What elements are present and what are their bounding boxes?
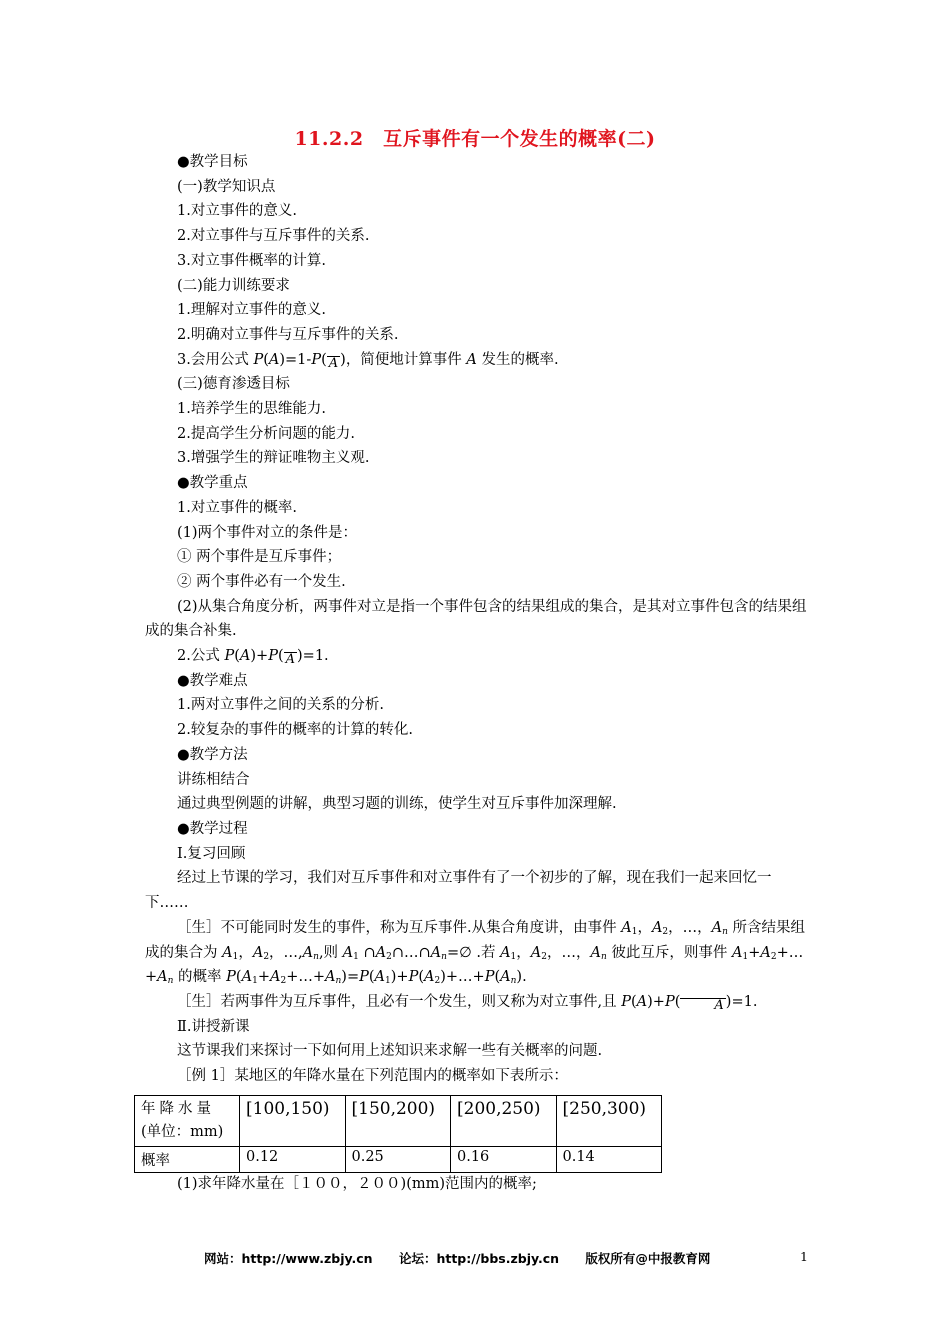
page-number: 1 — [800, 1249, 808, 1264]
difficulty-heading: ●教学难点 — [177, 672, 248, 689]
ability-item-1: 1.理解对立事件的意义. — [177, 302, 326, 319]
lesson-body — [145, 150, 810, 1089]
condition-heading: (1)两个事件对立的条件是： — [177, 524, 358, 541]
student-answer-1: ［生］不可能同时发生的事件，称为互斥事件.从集合角度讲，由事件 $A_1$，$A_2$，…，$A_n$ 所含结果组成的集合为 $A_1$，$A_2$，$\dots,A_n$,则 $A_1$ $\cap A_2\cap\dots\cap A_n=\emptyset$ .若 $A_1$，$A_2$，…，$A_n$ 彼此互斥，则事件 $A_1+A_2+\dots+A_n$ 的概率 $P(A_1+A_2+\dots+A_n)=P(A_1)+P(A_2)+\dots+P(A_n)$. — [145, 919, 806, 987]
range-cell: [250,300) — [556, 1096, 662, 1147]
prob-cell: 0.12 — [240, 1147, 346, 1173]
moral-heading: (三)德育渗透目标 — [177, 376, 290, 393]
method-desc: 通过典型例题的讲解，典型习题的训练，使学生对互斥事件加深理解. — [177, 796, 617, 813]
knowledge-item-3: 3.对立事件概率的计算. — [177, 252, 326, 269]
footer-forum-link[interactable]: 论坛：http://bbs.zbjy.cn — [398, 1251, 560, 1266]
method-name: 讲练相结合 — [177, 771, 250, 788]
review-intro: 经过上节课的学习，我们对互斥事件和对立事件有了一个初步的了解，现在我们一起来回忆一下…… — [145, 870, 772, 912]
difficulty-item-1: 1.两对立事件之间的关系的分析. — [177, 697, 384, 714]
moral-item-2: 2.提高学生分析问题的能力. — [177, 425, 355, 442]
prob-cell: 0.16 — [451, 1147, 557, 1173]
example-1: ［例 1］某地区的年降水量在下列范围内的概率如下表所示： — [177, 1068, 568, 1085]
condition-1: ① 两个事件是互斥事件； — [177, 549, 342, 566]
review-heading: Ⅰ.复习回顾 — [177, 845, 246, 862]
key-item-1: 1.对立事件的概率. — [177, 499, 297, 516]
table-row — [135, 1096, 662, 1147]
new-lesson-heading: Ⅱ.讲授新课 — [177, 1018, 250, 1035]
table-row — [135, 1147, 662, 1173]
method-heading: ●教学方法 — [177, 746, 248, 763]
new-lesson-intro: 这节课我们来探讨一下如何用上述知识来求解一些有关概率的问题. — [177, 1043, 603, 1060]
key-formula: 2.公式 P(A)+P( A )=1. — [177, 648, 329, 668]
page-title: 11.2.2 互斥事件有一个发生的概率(二) — [294, 128, 656, 150]
question-1: (1)求年降水量在［１００，２００)(mm)范围内的概率; — [177, 1176, 537, 1192]
difficulty-item-2: 2.较复杂的事件的概率的计算的转化. — [177, 722, 413, 739]
page-footer — [204, 1249, 732, 1267]
footer-site-link[interactable]: 网站：http://www.zbjy.cn — [204, 1251, 373, 1266]
knowledge-item-1: 1.对立事件的意义. — [177, 203, 297, 220]
ability-item-3: 3.会用公式 P(A)=1-P( A )，简便地计算事件 A 发生的概率. — [177, 351, 559, 371]
range-cell: [200,250) — [451, 1096, 557, 1147]
prob-row-label: 概率 — [135, 1147, 240, 1173]
goals-heading: ●教学目标 — [177, 154, 248, 170]
ability-item-2: 2.明确对立事件与互斥事件的关系. — [177, 326, 399, 343]
prob-cell: 0.25 — [345, 1147, 451, 1173]
rainfall-probability-table — [134, 1095, 662, 1173]
knowledge-item-2: 2.对立事件与互斥事件的关系. — [177, 228, 370, 245]
process-heading: ●教学过程 — [177, 820, 248, 837]
table-header-label: 年降水量 (单位：mm) — [135, 1096, 240, 1147]
range-cell: [100,150) — [240, 1096, 346, 1147]
knowledge-heading: (一)教学知识点 — [177, 178, 276, 195]
moral-item-1: 1.培养学生的思维能力. — [177, 401, 326, 418]
moral-item-3: 3.增强学生的辩证唯物主义观. — [177, 450, 370, 467]
ability-heading: (二)能力训练要求 — [177, 277, 290, 294]
footer-copyright: 版权所有@中报教育网 — [585, 1251, 711, 1266]
prob-cell: 0.14 — [556, 1147, 662, 1173]
condition-2: ② 两个事件必有一个发生. — [177, 573, 346, 590]
range-cell: [150,200) — [345, 1096, 451, 1147]
key-heading: ●教学重点 — [177, 475, 248, 492]
student-answer-2: ［生］若两事件为互斥事件，且必有一个发生，则又称为对立事件,且 P(A)+P( A )=1. — [177, 993, 758, 1013]
set-explanation: (2)从集合角度分析，两事件对立是指一个事件包含的结果组成的集合，是其对立事件包含的结果组成的集合补集. — [145, 598, 807, 640]
